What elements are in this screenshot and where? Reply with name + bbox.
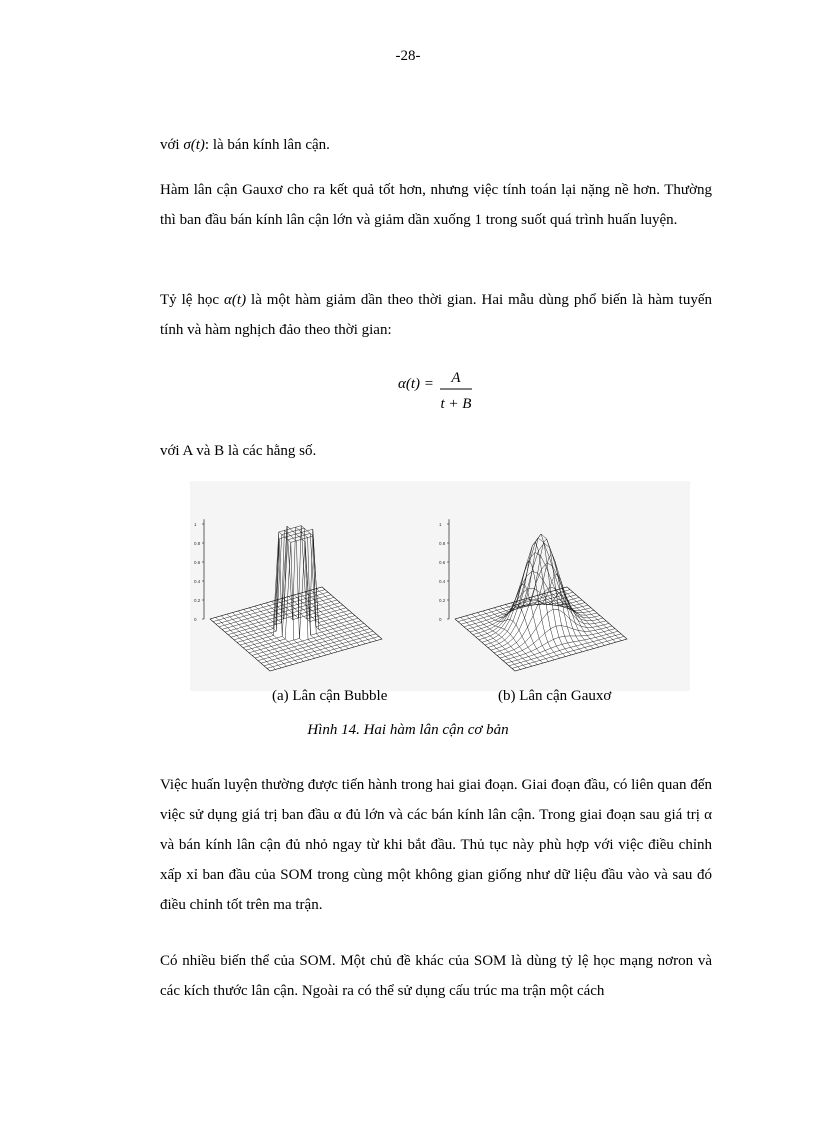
gauss-plot (439, 519, 627, 671)
gauss-z-tick-label: 0.8 (439, 541, 446, 546)
gauss-z-tick-label: 0.4 (439, 579, 446, 584)
bubble-z-tick-label: 0.6 (194, 560, 201, 565)
neighborhood-plots (190, 481, 690, 691)
bubble-plot (194, 519, 382, 671)
paragraph-sigma-definition (160, 130, 712, 160)
paragraph-learning-rate (160, 285, 712, 345)
page-number: -28- (395, 48, 421, 64)
gauss-z-tick-label: 1 (439, 522, 442, 527)
gauss-z-tick-label: 0.6 (439, 560, 446, 565)
paragraph-learning-rate-pre: Tỷ lệ học (160, 292, 225, 308)
formula-lhs: α(t) = (398, 376, 434, 392)
paragraph-constants: với A và B là các hằng số. (160, 443, 317, 459)
paragraph-sigma-post: : là bán kính lân cận. (204, 137, 330, 153)
paragraph-gauss-neighborhood: Hàm lân cận Gauxơ cho ra kết quả tốt hơn, nhưng việc tính toán lại nặng nề hơn. Thường thì ban đầu bán kính lân cận lớn và giảm dần xuống 1 trong suốt quá trình huấn luyện. (160, 182, 712, 228)
bubble-z-tick-label: 0.8 (194, 541, 201, 546)
bubble-z-tick-label: 1 (194, 522, 197, 527)
figure-caption: Hình 14. Hai hàm lân cận cơ bản (307, 722, 509, 738)
alpha-symbol: α(t) (224, 292, 247, 308)
paragraph-training-phases: Việc huấn luyện thường được tiến hành trong hai giai đoạn. Giai đoạn đầu, có liên quan đến việc sử dụng giá trị ban đầu α đủ lớn và các bán kính lân cận. Trong giai đoạn sau giá trị α và bán kính lân cận đủ nhỏ ngay từ khi bắt đầu. Thủ tục này phù hợp với việc điều chỉnh xấp xỉ ban đầu của SOM trong cùng một không gian giống như dữ liệu đầu vào và sau đó điều chỉnh tốt trên ma trận. (160, 777, 712, 913)
gauss-z-tick-label: 0 (439, 617, 442, 622)
paragraph-learning-rate-post: là một hàm giảm dần theo thời gian. Hai mẫu dùng phổ biến là hàm tuyến tính và hàm nghịch đảo theo thời gian: (160, 292, 712, 338)
formula-denominator: t + B (440, 396, 472, 412)
learning-rate-formula (0, 368, 816, 440)
bubble-z-tick-label: 0.2 (194, 598, 201, 603)
gauss-caption: (b) Lân cận Gauxơ (498, 688, 612, 704)
sigma-symbol: σ(t) (183, 137, 205, 153)
neighborhood-figure (190, 481, 690, 691)
bubble-caption: (a) Lân cận Bubble (272, 688, 388, 704)
paragraph-sigma-pre: với (160, 137, 184, 153)
bubble-z-tick-label: 0.4 (194, 579, 201, 584)
formula-numerator: A (451, 370, 461, 386)
bubble-z-tick-label: 0 (194, 617, 197, 622)
paragraph-som-variants: Có nhiều biến thể của SOM. Một chủ đề khác của SOM là dùng tỷ lệ học mạng nơron và các kích thước lân cận. Ngoài ra có thể sử dụng cấu trúc ma trận một cách (160, 953, 712, 999)
gauss-z-tick-label: 0.2 (439, 598, 446, 603)
